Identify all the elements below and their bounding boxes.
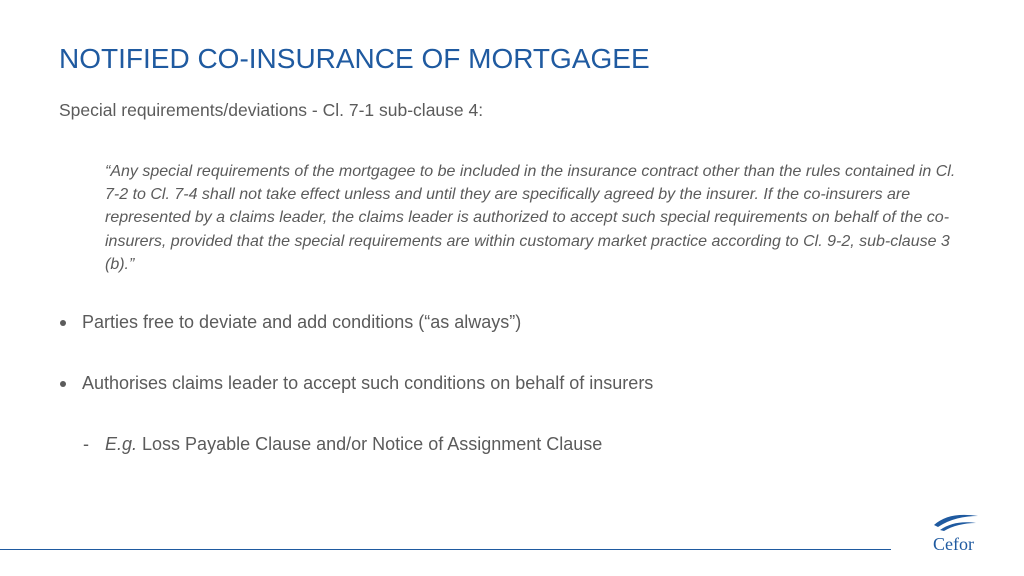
bullet-text: Parties free to deviate and add conditions (“as always”) <box>82 312 522 332</box>
bullet-item <box>59 373 653 394</box>
logo-text: Cefor <box>933 534 974 554</box>
slide-subtitle: Special requirements/deviations - Cl. 7-1 sub-clause 4: <box>59 100 484 120</box>
bullet-text: Authorises claims leader to accept such conditions on behalf of insurers <box>82 373 654 393</box>
slide-title: NOTIFIED CO-INSURANCE OF MORTGAGEE <box>59 43 650 74</box>
clause-quote: “Any special requirements of the mortgagee to be included in the insurance contract other than the rules contained in Cl. 7-2 to Cl. 7-4 shall not take effect unless and until they are specifically agreed by the insurer. If the co-insurers are represented by a claims leader, the claims leader is authorized to accept such special requirements on behalf of the co-insurers, provided that the special requirements are within customary market practice according to Cl. 9-2, sub-clause 3 (b).” <box>105 163 956 273</box>
sub-bullet-text: Loss Payable Clause and/or Notice of Assignment Clause <box>137 434 603 454</box>
sub-bullet-dash: - <box>83 434 89 454</box>
cefor-logo <box>928 510 984 558</box>
bullet-item <box>59 312 521 333</box>
sub-bullet-item <box>83 434 602 455</box>
bullet-dot-icon <box>60 381 66 387</box>
wave-swoosh-icon <box>932 510 980 532</box>
bullet-dot-icon <box>60 320 66 326</box>
sub-bullet-eg: E.g. <box>105 434 138 454</box>
footer-divider <box>0 549 891 550</box>
